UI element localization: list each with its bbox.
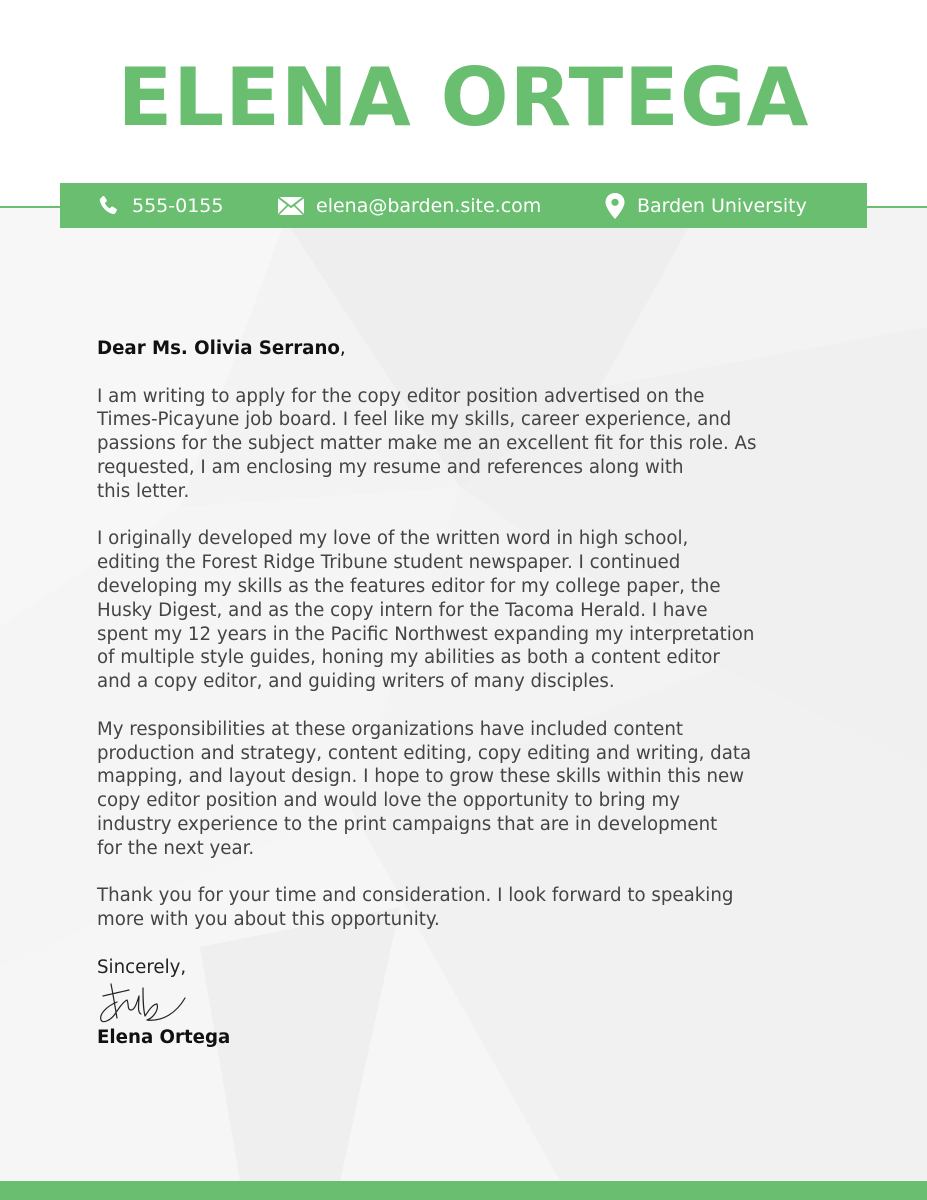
text-line: I am writing to apply for the copy editor position advertised on the [97, 385, 705, 407]
contact-email [278, 183, 541, 228]
text-line: industry experience to the print campaigns that are in development [97, 813, 718, 835]
text-line: editing the Forest Ridge Tribune student newspaper. I continued [97, 552, 681, 574]
text-line: more with you about this opportunity. [97, 909, 440, 931]
text-line: I originally developed my love of the written word in high school, [97, 528, 689, 550]
text-line: Thank you for your time and consideration. I look forward to speaking [97, 885, 734, 907]
footer-bar [0, 1181, 927, 1200]
paragraph-thanks [97, 884, 837, 932]
envelope-icon [278, 196, 304, 216]
text-line: for the next year. [97, 837, 255, 859]
signature-icon [97, 980, 187, 1024]
text-line: developing my skills as the features editor for my college paper, the [97, 575, 721, 597]
contact-phone [96, 183, 223, 228]
letter-body [97, 337, 837, 1049]
phone-number[interactable]: 555-0155 [132, 194, 224, 217]
email-address[interactable]: elena@barden.site.com [316, 194, 542, 217]
text-line: requested, I am enclosing my resume and references along with [97, 456, 684, 478]
closing: Sincerely, [97, 956, 187, 978]
recipient-name: Dear Ms. Olivia Serrano [97, 338, 340, 359]
text-line: copy editor position and would love the opportunity to bring my [97, 790, 680, 812]
paragraph-responsibilities [97, 718, 837, 861]
phone-icon [96, 194, 120, 218]
text-line: production and strategy, content editing, copy editing and writing, data [97, 742, 752, 764]
text-line: passions for the subject matter make me an excellent fit for this role. As [97, 433, 757, 455]
text-line: Times-Picayune job board. I feel like my skills, career experience, and [97, 409, 732, 431]
salutation-comma: , [339, 338, 346, 359]
map-pin-icon [605, 193, 625, 219]
text-line: mapping, and layout design. I hope to grow these skills within this new [97, 766, 745, 788]
location-text: Barden University [637, 194, 807, 217]
text-line: My responsibilities at these organizations have included content [97, 718, 683, 740]
paragraph-intro [97, 385, 837, 504]
paragraph-background [97, 527, 837, 694]
text-line: and a copy editor, and guiding writers of many disciples. [97, 671, 615, 693]
text-line: this letter. [97, 480, 190, 502]
text-line: Husky Digest, and as the copy intern for the Tacoma Herald. I have [97, 599, 708, 621]
text-line: of multiple style guides, honing my abilities as both a content editor [97, 647, 720, 669]
applicant-name: ELENA ORTEGA [117, 51, 810, 144]
contact-location [605, 183, 807, 228]
salutation [97, 337, 837, 361]
signer-name: Elena Ortega [97, 1026, 231, 1048]
text-line: spent my 12 years in the Pacific Northwest expanding my interpretation [97, 623, 755, 645]
contact-bar [60, 183, 867, 228]
